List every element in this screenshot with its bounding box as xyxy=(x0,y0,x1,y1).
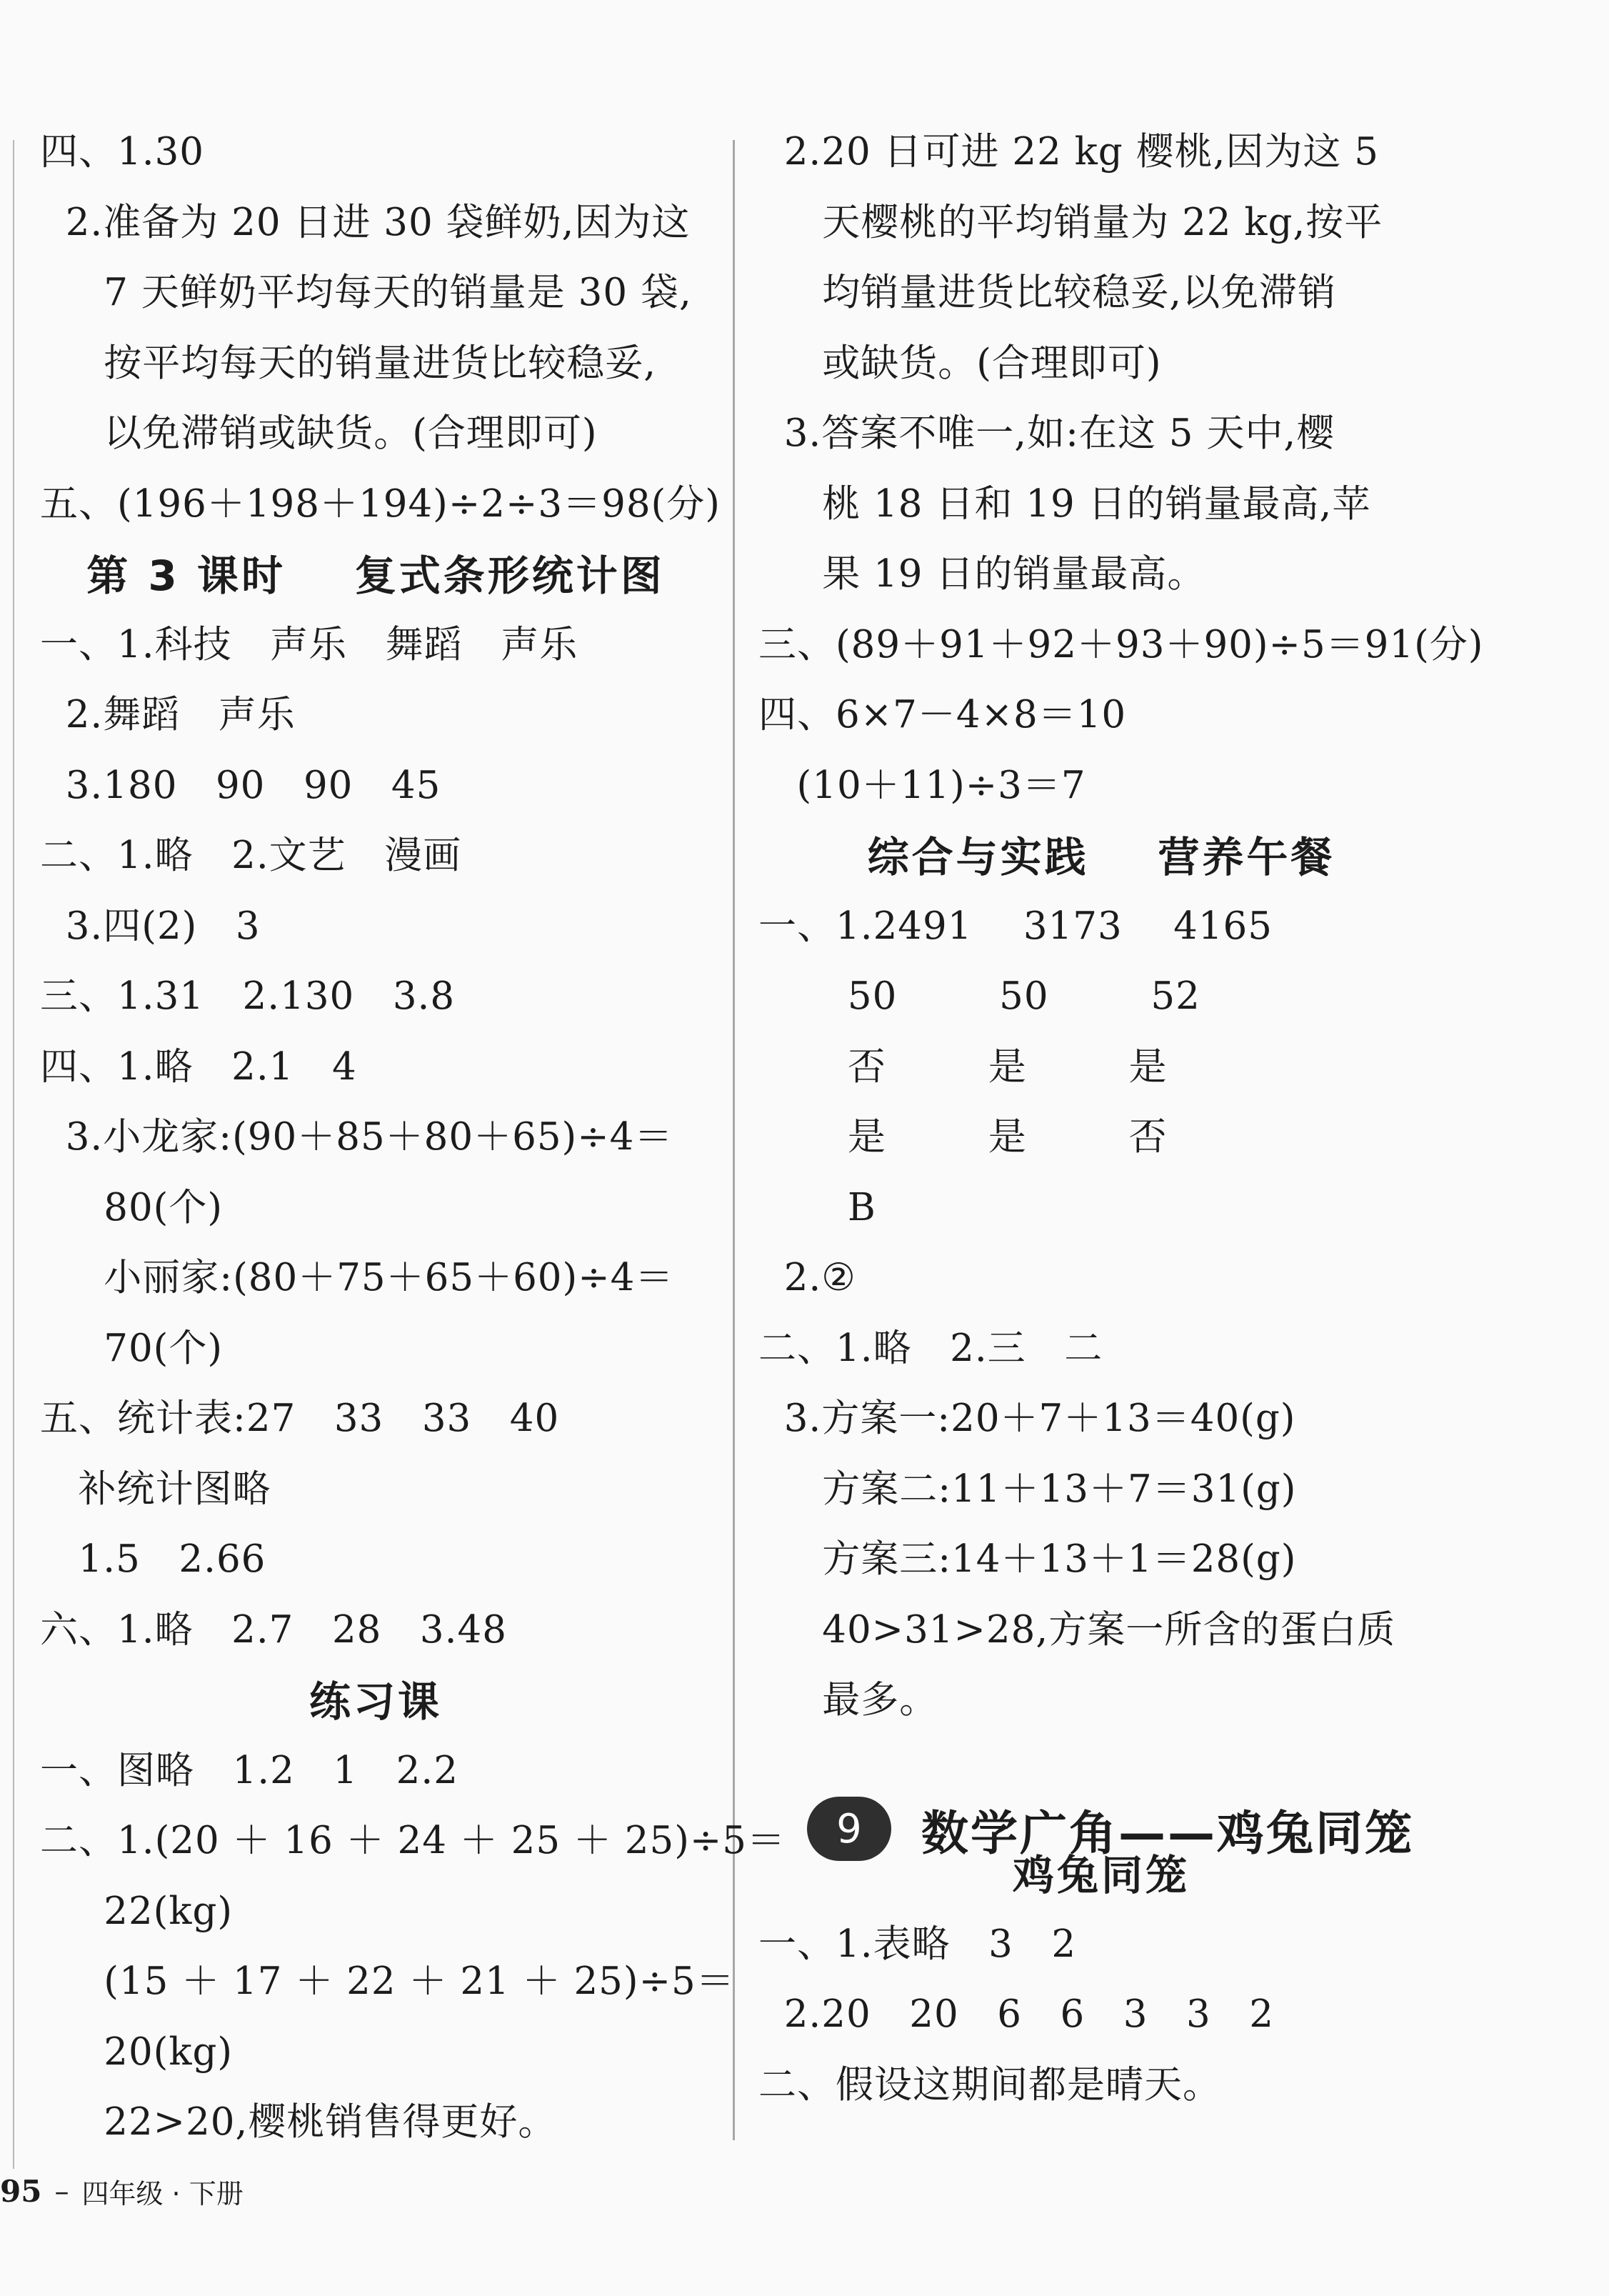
answer-line: B xyxy=(758,1185,876,1229)
answer-line: 均销量进货比较稳妥,以免滞销 xyxy=(758,271,1337,314)
answer-line: 天樱桃的平均销量为 22 kg,按平 xyxy=(758,200,1383,244)
answer-line: 80(个) xyxy=(40,1185,224,1229)
answer-line: 是 是 否 xyxy=(758,1115,1168,1159)
answer-line: 最多。 xyxy=(758,1678,938,1722)
answer-line: 否 是 是 xyxy=(758,1044,1168,1089)
answer-line: 方案二:11＋13＋7＝31(g) xyxy=(758,1467,1297,1511)
page-number: 95 xyxy=(0,2174,42,2209)
answer-line: 桃 18 日和 19 日的销量最高,苹 xyxy=(758,481,1371,526)
section-heading: 鸡兔同笼 xyxy=(1012,1851,1190,1900)
answer-line: 二、假设这期间都是晴天。 xyxy=(758,2062,1221,2107)
answer-line: 五、统计表:27 33 33 40 xyxy=(40,1397,560,1440)
answer-line: 三、(89＋91＋92＋93＋90)÷5＝91(分) xyxy=(758,622,1484,667)
left-margin-rule xyxy=(13,140,14,2169)
answer-line: 3.小龙家:(90＋85＋80＋65)÷4＝ xyxy=(40,1115,673,1159)
chapter-heading xyxy=(807,1793,1414,1865)
section-heading: 第 3 课时 复式条形统计图 xyxy=(86,551,665,600)
answer-line: 7 天鲜奶平均每天的销量是 30 袋, xyxy=(40,271,692,314)
answer-line: 果 19 日的销量最高。 xyxy=(758,552,1206,596)
answer-line: 70(个) xyxy=(40,1326,224,1370)
answer-line: (10＋11)÷3＝7 xyxy=(758,763,1086,807)
answer-line: 或缺货。(合理即可) xyxy=(758,341,1162,385)
answer-line: 补统计图略 xyxy=(40,1467,271,1511)
answer-line: 四、6×7－4×8＝10 xyxy=(758,693,1127,737)
answer-line: 小丽家:(80＋75＋65＋60)÷4＝ xyxy=(40,1256,674,1299)
answer-line: 50 50 52 xyxy=(758,974,1201,1018)
answer-line: 二、1.略 2.文艺 漫画 xyxy=(40,834,462,877)
answer-line: 3.方案一:20＋7＋13＝40(g) xyxy=(758,1397,1296,1440)
answer-line: 22(kg) xyxy=(40,1889,234,1933)
answer-line: 四、1.30 xyxy=(40,130,205,174)
answer-line: 以免滞销或缺货。(合理即可) xyxy=(40,411,598,455)
answer-line: 2.② xyxy=(758,1256,856,1299)
answer-line: 一、1.科技 声乐 舞蹈 声乐 xyxy=(40,622,578,667)
answer-line: 方案三:14＋13＋1＝28(g) xyxy=(758,1537,1297,1581)
grade-label: 四年级 · 下册 xyxy=(81,2178,244,2210)
answer-line: 2.20 20 6 6 3 3 2 xyxy=(758,1992,1274,2036)
answer-line: 按平均每天的销量进货比较稳妥, xyxy=(40,341,657,385)
section-heading: 综合与实践 营养午餐 xyxy=(867,833,1335,882)
answer-line: 二、1.略 2.三 二 xyxy=(758,1326,1103,1370)
answer-line: (15 ＋ 17 ＋ 22 ＋ 21 ＋ 25)÷5＝ xyxy=(40,1960,735,2003)
answer-line: 3.180 90 90 45 xyxy=(40,763,441,807)
answer-line: 3.答案不唯一,如:在这 5 天中,樱 xyxy=(758,411,1335,455)
answer-line: 二、1.(20 ＋ 16 ＋ 24 ＋ 25 ＋ 25)÷5＝ xyxy=(40,1819,786,1862)
answer-line: 一、图略 1.2 1 2.2 xyxy=(40,1748,458,1792)
answer-line: 四、1.略 2.1 4 xyxy=(40,1044,357,1089)
section-heading: 练习课 xyxy=(309,1677,442,1726)
answer-line: 2.舞蹈 声乐 xyxy=(40,693,296,737)
answer-line: 六、1.略 2.7 28 3.48 xyxy=(40,1607,507,1652)
page-footer xyxy=(0,2172,244,2211)
chapter-number-badge: 9 xyxy=(807,1797,891,1861)
footer-dash: – xyxy=(54,2175,69,2208)
answer-line: 2.准备为 20 日进 30 袋鲜奶,因为这 xyxy=(40,200,691,244)
chapter-title: 数学广角——鸡兔同笼 xyxy=(921,1805,1414,1861)
answer-line: 三、1.31 2.130 3.8 xyxy=(40,974,456,1018)
answer-line: 五、(196＋198＋194)÷2÷3＝98(分) xyxy=(40,481,721,526)
answer-line: 40>31>28,方案一所含的蛋白质 xyxy=(758,1607,1396,1652)
answer-line: 3.四(2) 3 xyxy=(40,904,261,948)
answer-line: 22>20,樱桃销售得更好。 xyxy=(40,2100,557,2144)
answer-line: 一、1.2491 3173 4165 xyxy=(758,904,1273,948)
answer-line: 一、1.表略 3 2 xyxy=(758,1922,1077,1966)
answer-line: 20(kg) xyxy=(40,2030,234,2074)
answer-line: 1.5 2.66 xyxy=(40,1537,266,1581)
answer-line: 2.20 日可进 22 kg 樱桃,因为这 5 xyxy=(758,130,1379,174)
